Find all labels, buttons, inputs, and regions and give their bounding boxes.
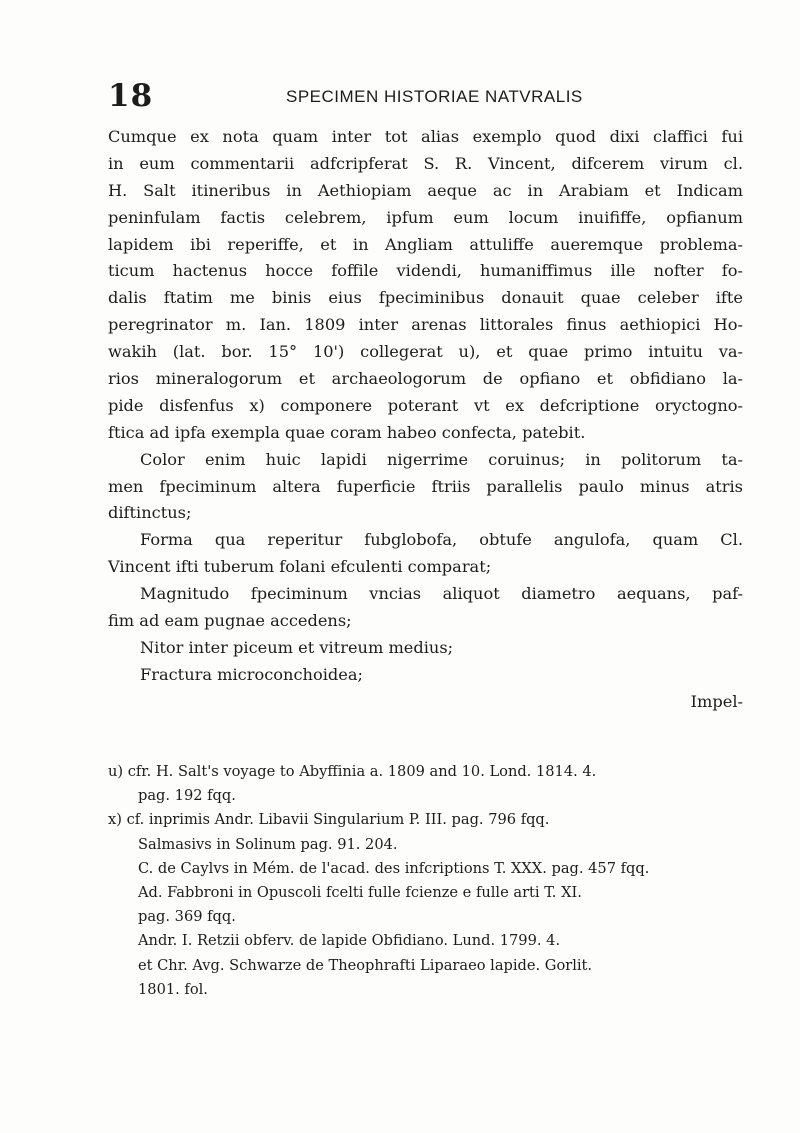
footnote-line: Andr. I. Retzii obferv. de lapide Obfidiano. Lund. 1799. 4.	[138, 932, 561, 950]
catchword: Impel-	[690, 691, 743, 711]
text-line: dalis ftatim me binis eius fpeciminibus donauit quae celeber ifte	[108, 288, 743, 308]
text-line-fractura: Fractura microconchoidea;	[140, 664, 363, 684]
text-line: peregrinator m. Ian. 1809 inter arenas littorales finus aethiopici Ho-	[108, 315, 743, 335]
text-line: lapidem ibi reperiffe, et in Angliam attuliffe aueremque problema-	[108, 234, 743, 254]
footnote-line: Ad. Fabbroni in Opuscoli fcelti fulle fcienze e fulle arti T. XI.	[138, 883, 582, 901]
footnote-line: C. de Caylvs in Mém. de l'acad. des infcriptions T. XXX. pag. 457 fqq.	[138, 859, 650, 877]
text-line: ftica ad ipfa exempla quae coram habeo confecta, patebit.	[108, 422, 586, 442]
page-header	[108, 78, 708, 118]
footnote-line: u) cfr. H. Salt's voyage to Abyffinia a. 1809 and 10. Lond. 1814. 4.	[108, 763, 597, 780]
text-line: H. Salt itineribus in Aethiopiam aeque ac in Arabiam et Indicam	[108, 180, 743, 200]
footnote-line: et Chr. Avg. Schwarze de Theophrafti Liparaeo lapide. Gorlit.	[138, 956, 593, 974]
running-head: SPECIMEN HISTORIAE NATVRALIS	[286, 87, 583, 106]
text-line: wakih (lat. bor. 15° 10') collegerat u), et quae primo intuitu va-	[108, 342, 743, 362]
text-line: ticum hactenus hocce foffile videndi, humaniffimus ille nofter fo-	[108, 261, 743, 281]
main-text	[108, 124, 743, 716]
text-line: pide disfenfus x) componere poterant vt ex defcriptione oryctogno-	[108, 395, 743, 415]
footnote-line: x) cf. inprimis Andr. Libavii Singularium P. III. pag. 796 fqq.	[108, 811, 550, 829]
footnote-line: Salmasivs in Solinum pag. 91. 204.	[138, 835, 398, 853]
text-line: Cumque ex nota quam inter tot alias exemplo quod dixi claffici fui	[108, 127, 743, 146]
text-line-nitor: Nitor inter piceum et vitreum medius;	[140, 637, 454, 657]
text-line: in eum commentarii adfcripferat S. R. Vincent, difcerem virum cl.	[108, 153, 743, 173]
footnote-line: pag. 369 fqq.	[138, 908, 236, 926]
text-line-magnitudo: Magnitudo fpeciminum vncias aliquot diametro aequans, paf-	[140, 584, 743, 604]
footnotes	[108, 760, 743, 1002]
text-line: Vincent ifti tuberum folani efculenti comparat;	[108, 557, 492, 577]
text-line: rios mineralogorum et archaeologorum de opfiano et obfidiano la-	[108, 369, 743, 389]
text-line: peninfulam factis celebrem, ipfum eum locum inuififfe, opfianum	[108, 207, 743, 227]
footnote-line: pag. 192 fqq.	[138, 787, 236, 805]
footnote-line: 1801. fol.	[138, 980, 208, 998]
text-line: diftinctus;	[108, 503, 192, 523]
text-line-forma: Forma qua reperitur fubglobofa, obtufe angulofa, quam Cl.	[140, 530, 743, 550]
text-line: men fpeciminum altera fuperficie ftriis parallelis paulo minus atris	[108, 476, 743, 496]
text-line: fim ad eam pugnae accedens;	[108, 611, 352, 631]
page-number: 18	[108, 78, 154, 114]
text-line-color: Color enim huic lapidi nigerrime coruinus; in politorum ta-	[140, 449, 743, 469]
